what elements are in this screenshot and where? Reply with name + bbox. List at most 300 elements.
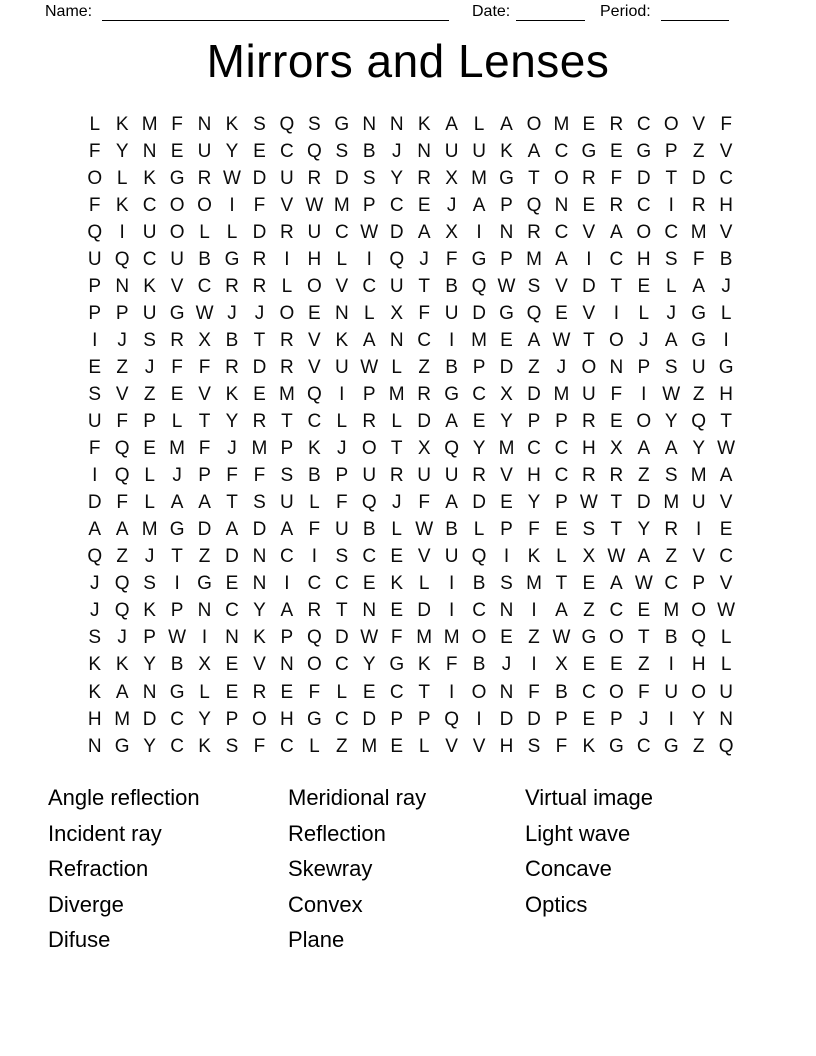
grid-row [81, 219, 741, 246]
grid-cell: F [116, 492, 128, 514]
grid-cell: Z [143, 383, 156, 405]
grid-cell: H [280, 708, 294, 730]
grid-cell: I [448, 573, 455, 595]
grid-cell: C [719, 167, 734, 189]
grid-cell: U [472, 140, 486, 162]
word-item: Meridional ray [288, 785, 427, 810]
grid-cell: T [583, 329, 595, 351]
grid-cell: R [582, 465, 596, 487]
grid-cell: O [306, 275, 322, 297]
grid-cell: H [719, 194, 734, 216]
grid-cell: F [226, 465, 238, 487]
grid-cell: E [225, 573, 239, 595]
grid-cell: Y [390, 167, 404, 189]
grid-cell: C [636, 194, 651, 216]
grid-cell: Q [306, 627, 322, 649]
grid-cell: P [500, 519, 513, 541]
grid-cell: B [472, 654, 486, 676]
grid-cell: F [610, 383, 623, 405]
grid-cell: U [170, 248, 184, 270]
grid-cell: V [115, 383, 129, 405]
grid-cell: D [389, 221, 404, 243]
grid-row [81, 706, 741, 733]
grid-cell: W [552, 627, 571, 649]
grid-cell: C [527, 438, 541, 460]
grid-cell: K [527, 546, 541, 568]
grid-cell: E [390, 600, 404, 622]
grid-cell: F [253, 194, 266, 216]
grid-cell: H [636, 248, 651, 270]
grid-cell: G [471, 248, 487, 270]
word-item: Angle reflection [48, 785, 200, 810]
grid-row [81, 409, 741, 436]
grid-cell: M [388, 383, 405, 405]
grid-cell: I [696, 519, 702, 541]
grid-cell: R [307, 600, 322, 622]
grid-cell: I [531, 600, 537, 622]
grid-cell: J [666, 302, 676, 324]
grid-cell: S [335, 140, 349, 162]
grid-cell: X [609, 438, 623, 460]
grid-cell: M [690, 221, 707, 243]
grid-cell: S [500, 573, 513, 595]
grid-cell: C [307, 573, 322, 595]
grid-cell: I [201, 627, 208, 649]
grid-cell: U [280, 167, 294, 189]
grid-cell: O [87, 167, 103, 189]
grid-cell: I [311, 546, 317, 568]
grid-cell: I [531, 654, 537, 676]
grid-cell: P [500, 248, 513, 270]
grid-cell: T [610, 519, 623, 541]
grid-cell: C [609, 600, 624, 622]
grid-cell: E [719, 519, 733, 541]
grid-cell: V [472, 735, 486, 757]
name-label: Name: [45, 3, 93, 20]
grid-cell: L [226, 221, 238, 243]
grid-cell: K [582, 735, 596, 757]
grid-cell: I [284, 248, 290, 270]
grid-cell: K [88, 681, 102, 703]
grid-row [81, 192, 741, 219]
grid-cell: L [638, 302, 650, 324]
grid-cell: O [581, 356, 597, 378]
grid-cell: N [142, 681, 157, 703]
grid-cell: R [225, 356, 239, 378]
grid-cell: D [691, 167, 706, 189]
grid-cell: N [280, 654, 294, 676]
grid-row [81, 598, 741, 625]
grid-cell: L [309, 735, 320, 757]
grid-cell: O [554, 167, 569, 189]
grid-cell: A [609, 221, 623, 243]
grid-cell: K [143, 167, 156, 189]
grid-cell: R [280, 356, 294, 378]
grid-cell: L [720, 302, 732, 324]
grid-cell: U [280, 492, 294, 514]
grid-cell: M [361, 735, 378, 757]
grid-cell: J [501, 654, 512, 676]
grid-row [81, 111, 741, 138]
grid-cell: P [500, 194, 513, 216]
grid-cell: U [142, 302, 157, 324]
grid-cell: C [307, 411, 322, 433]
grid-cell: I [641, 383, 647, 405]
grid-cell: Q [691, 411, 707, 433]
grid-cell: E [609, 411, 623, 433]
grid-cell: N [609, 356, 624, 378]
grid-cell: C [664, 573, 679, 595]
grid-cell: G [169, 167, 185, 189]
grid-cell: D [472, 302, 486, 324]
grid-cell: W [662, 383, 681, 405]
grid-cell: A [500, 113, 513, 135]
word-list-column [525, 780, 778, 958]
word-list-column [48, 780, 288, 958]
grid-cell: Y [692, 438, 706, 460]
grid-cell: A [445, 492, 458, 514]
period-blank-line [661, 3, 729, 21]
grid-cell: E [253, 140, 266, 162]
grid-cell: P [637, 356, 651, 378]
grid-cell: P [692, 573, 706, 595]
grid-cell: C [389, 681, 404, 703]
grid-cell: K [115, 113, 129, 135]
grid-cell: H [527, 465, 541, 487]
grid-cell: I [668, 194, 674, 216]
grid-cell: G [197, 573, 212, 595]
grid-cell: U [87, 248, 102, 270]
grid-cell: P [88, 275, 102, 297]
grid-cell: T [555, 573, 568, 595]
grid-cell: C [636, 113, 651, 135]
grid-cell: N [499, 221, 514, 243]
grid-cell: E [253, 383, 266, 405]
grid-cell: W [717, 600, 736, 622]
grid-row [81, 517, 741, 544]
grid-cell: E [308, 302, 321, 324]
grid-cell: M [251, 438, 268, 460]
grid-cell: G [114, 735, 130, 757]
grid-cell: A [637, 546, 651, 568]
grid-cell: B [555, 681, 568, 703]
grid-cell: M [471, 167, 487, 189]
grid-cell: R [417, 383, 432, 405]
grid-cell: Q [306, 383, 322, 405]
grid-cell: S [527, 275, 541, 297]
grid-cell: I [668, 654, 674, 676]
grid-cell: U [444, 546, 459, 568]
grid-cell: K [115, 194, 129, 216]
grid-cell: K [500, 140, 513, 162]
grid-cell: Q [471, 546, 487, 568]
grid-cell: Y [527, 492, 541, 514]
grid-row [81, 625, 741, 652]
grid-cell: M [498, 438, 515, 460]
grid-cell: W [168, 627, 187, 649]
grid-cell: S [582, 519, 596, 541]
grid-cell: W [360, 356, 379, 378]
date-label: Date: [472, 3, 511, 20]
grid-cell: Z [528, 627, 540, 649]
grid-cell: C [334, 573, 349, 595]
grid-cell: F [171, 113, 183, 135]
grid-cell: Z [692, 140, 705, 162]
grid-cell: U [582, 383, 596, 405]
grid-cell: X [445, 221, 458, 243]
grid-cell: B [362, 519, 376, 541]
grid-cell: E [472, 411, 486, 433]
grid-cell: R [225, 275, 239, 297]
grid-cell: C [334, 708, 349, 730]
grid-cell: V [719, 492, 733, 514]
grid-cell: T [637, 627, 650, 649]
grid-cell: A [555, 248, 568, 270]
grid-cell: J [391, 492, 402, 514]
grid-cell: I [229, 194, 235, 216]
page-title: Mirrors and Lenses [206, 35, 610, 87]
grid-cell: B [472, 573, 486, 595]
grid-cell: F [610, 167, 623, 189]
grid-cell: E [362, 681, 376, 703]
grid-cell: V [582, 302, 596, 324]
grid-cell: W [305, 194, 324, 216]
grid-cell: P [143, 627, 156, 649]
grid-cell: W [579, 492, 598, 514]
grid-cell: E [609, 140, 623, 162]
grid-cell: W [497, 275, 516, 297]
grid-cell: G [691, 302, 707, 324]
grid-cell: K [143, 600, 156, 622]
grid-cell: O [471, 681, 487, 703]
grid-cell: C [554, 465, 569, 487]
grid-cell: D [252, 519, 267, 541]
grid-cell: K [417, 113, 431, 135]
grid-cell: C [334, 221, 349, 243]
grid-cell: Y [500, 411, 513, 433]
word-item: Optics [525, 891, 588, 917]
grid-cell: V [555, 275, 568, 297]
grid-cell: N [362, 113, 377, 135]
word-item: Reflection [288, 820, 386, 846]
grid-cell: L [391, 356, 402, 378]
grid-cell: E [582, 194, 596, 216]
grid-cell: D [225, 546, 239, 568]
grid-cell: E [582, 654, 596, 676]
grid-cell: C [554, 140, 569, 162]
grid-cell: F [637, 681, 650, 703]
grid-cell: F [418, 302, 430, 324]
grid-cell: Y [637, 519, 651, 541]
grid-cell: P [198, 465, 211, 487]
word-item: Convex [288, 891, 363, 917]
grid-cell: Z [692, 383, 705, 405]
grid-cell: G [608, 735, 624, 757]
grid-cell: F [528, 519, 540, 541]
grid-cell: V [335, 275, 349, 297]
grid-cell: K [335, 329, 349, 351]
grid-cell: J [117, 329, 127, 351]
grid-cell: F [445, 248, 458, 270]
grid-cell: F [692, 248, 705, 270]
grid-cell: X [198, 654, 211, 676]
grid-cell: A [664, 329, 678, 351]
grid-cell: U [197, 140, 212, 162]
grid-cell: V [417, 546, 431, 568]
grid-cell: K [308, 438, 321, 460]
grid-cell: M [278, 383, 295, 405]
grid-cell: F [198, 356, 211, 378]
grid-cell: Z [198, 546, 211, 568]
grid-cell: Z [665, 546, 678, 568]
grid-cell: E [88, 356, 102, 378]
grid-cell: M [443, 627, 460, 649]
grid-cell: L [720, 627, 732, 649]
grid-cell: G [499, 302, 514, 324]
word-list [48, 780, 778, 958]
grid-cell: Y [225, 411, 239, 433]
grid-cell: R [362, 411, 377, 433]
grid-cell: G [224, 248, 240, 270]
grid-cell: Y [253, 600, 266, 622]
grid-cell: M [169, 438, 185, 460]
grid-cell: C [609, 248, 624, 270]
grid-cell: N [142, 140, 157, 162]
grid-cell: E [143, 438, 156, 460]
grid-cell: A [692, 275, 706, 297]
word-item: Incident ray [48, 820, 162, 846]
word-item: Light wave [525, 820, 631, 846]
grid-cell: E [225, 681, 239, 703]
grid-cell: S [664, 465, 678, 487]
grid-cell: S [664, 356, 678, 378]
grid-cell: R [609, 465, 624, 487]
grid-cell: H [582, 438, 596, 460]
grid-cell: R [527, 221, 541, 243]
grid-cell: F [253, 465, 266, 487]
grid-cell: A [170, 492, 184, 514]
grid-cell: V [582, 221, 596, 243]
grid-cell: L [418, 573, 430, 595]
grid-cell: O [608, 681, 624, 703]
grid-cell: J [639, 708, 649, 730]
grid-cell: N [499, 600, 514, 622]
grid-cell: G [718, 356, 734, 378]
grid-cell: S [335, 546, 349, 568]
grid-cell: J [117, 627, 127, 649]
grid-cell: J [144, 356, 155, 378]
grid-cell: M [553, 383, 570, 405]
grid-cell: B [445, 356, 458, 378]
grid-cell: R [582, 167, 596, 189]
grid-cell: E [500, 627, 513, 649]
grid-cell: A [280, 519, 294, 541]
grid-cell: E [280, 681, 294, 703]
grid-cell: I [284, 573, 290, 595]
grid-cell: S [143, 329, 156, 351]
grid-cell: F [390, 627, 403, 649]
grid-cell: A [719, 465, 733, 487]
grid-cell: Q [471, 275, 487, 297]
grid-cell: N [389, 113, 404, 135]
grid-cell: M [553, 113, 570, 135]
grid-cell: Q [279, 113, 295, 135]
grid-cell: J [337, 438, 347, 460]
grid-cell: O [608, 329, 624, 351]
grid-cell: S [664, 248, 678, 270]
grid-cell: R [252, 411, 267, 433]
grid-cell: J [721, 275, 731, 297]
grid-cell: D [582, 275, 596, 297]
grid-cell: C [280, 546, 294, 568]
grid-cell: G [389, 654, 405, 676]
grid-cell: Y [225, 140, 239, 162]
grid-cell: N [252, 573, 267, 595]
grid-cell: Y [664, 411, 678, 433]
grid-cell: L [336, 681, 348, 703]
grid-cell: L [336, 411, 348, 433]
grid-cell: U [664, 681, 679, 703]
grid-cell: Q [389, 248, 405, 270]
grid-cell: T [390, 438, 403, 460]
grid-cell: P [280, 438, 294, 460]
grid-cell: K [417, 654, 431, 676]
grid-cell: H [499, 735, 514, 757]
grid-cell: Y [143, 654, 156, 676]
word-item: Refraction [48, 856, 149, 882]
grid-cell: J [89, 573, 100, 595]
grid-cell: Z [528, 356, 540, 378]
grid-cell: D [87, 492, 102, 514]
grid-cell: J [254, 302, 265, 324]
grid-cell: W [415, 519, 434, 541]
grid-cell: A [527, 329, 541, 351]
grid-cell: Q [114, 248, 130, 270]
grid-cell: X [500, 383, 513, 405]
grid-cell: S [362, 167, 376, 189]
grid-cell: J [556, 356, 567, 378]
grid-cell: F [720, 113, 732, 135]
grid-cell: G [334, 113, 350, 135]
grid-cell: C [142, 248, 157, 270]
period-label: Period: [600, 3, 651, 20]
grid-cell: X [582, 546, 596, 568]
grid-cell: A [472, 194, 486, 216]
grid-cell: Z [583, 600, 595, 622]
grid-cell: J [144, 546, 155, 568]
grid-cell: U [444, 302, 459, 324]
grid-cell: I [92, 465, 98, 487]
sheet-header [0, 0, 816, 30]
grid-cell: I [503, 546, 510, 568]
grid-cell: U [417, 465, 432, 487]
grid-cell: R [664, 519, 679, 541]
grid-cell: C [142, 194, 157, 216]
grid-cell: Q [526, 302, 542, 324]
grid-cell: P [555, 492, 568, 514]
grid-cell: N [87, 735, 102, 757]
grid-cell: I [366, 248, 372, 270]
grid-cell: L [171, 411, 183, 433]
grid-cell: L [336, 248, 348, 270]
grid-cell: I [119, 221, 125, 243]
grid-cell: W [223, 167, 241, 189]
grid-cell: K [225, 383, 239, 405]
grid-cell: F [445, 654, 458, 676]
grid-cell: Z [692, 735, 705, 757]
grid-cell: J [639, 329, 649, 351]
grid-cell: Q [114, 573, 130, 595]
